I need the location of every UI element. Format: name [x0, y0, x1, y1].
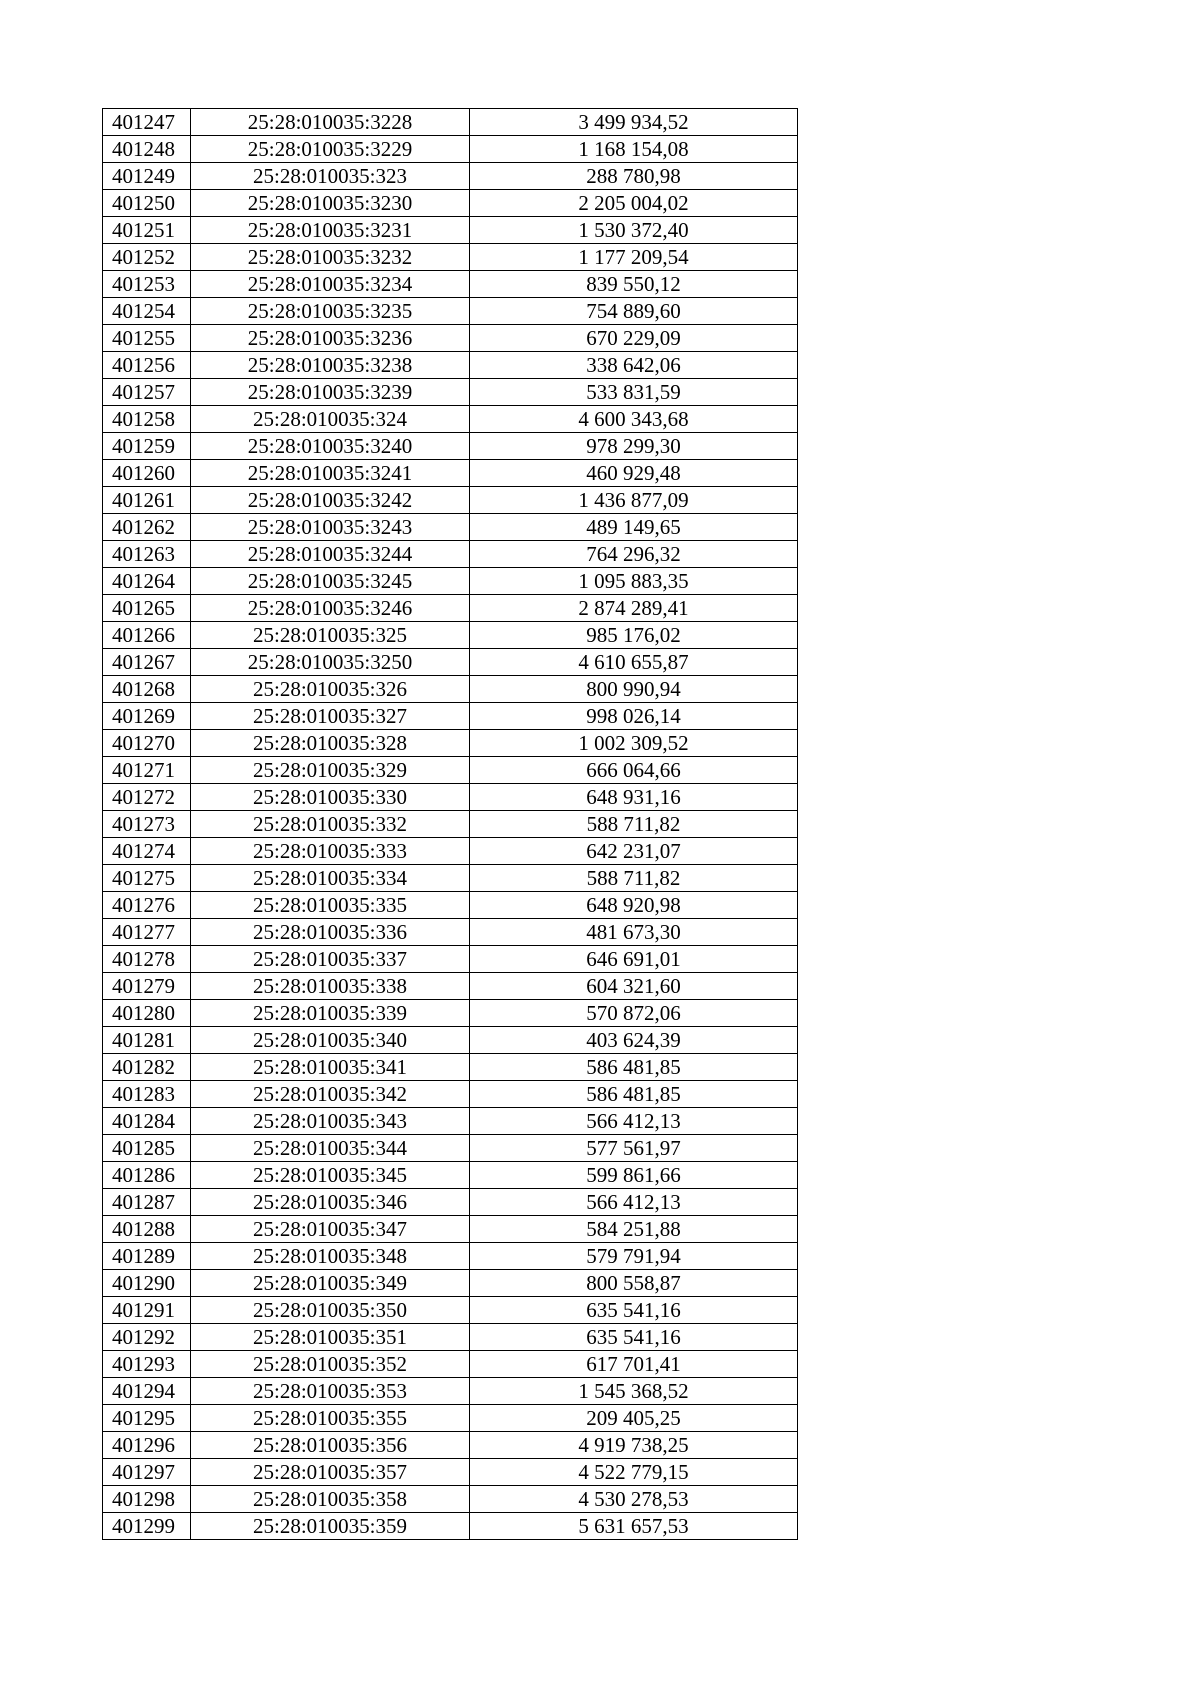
table-row: [103, 1378, 798, 1405]
table-row: [103, 352, 798, 379]
cadastral-value-cell: 1 177 209,54: [470, 244, 798, 271]
row-number-cell: 401260: [103, 460, 191, 487]
row-number-cell: 401256: [103, 352, 191, 379]
cadastral-value-cell: 1 545 368,52: [470, 1378, 798, 1405]
cadastral-number-cell: 25:28:010035:359: [191, 1513, 470, 1540]
cadastral-value-cell: 533 831,59: [470, 379, 798, 406]
row-number-cell: 401267: [103, 649, 191, 676]
table-row: [103, 1054, 798, 1081]
row-number-cell: 401298: [103, 1486, 191, 1513]
table-row: [103, 1351, 798, 1378]
table-row: [103, 1000, 798, 1027]
cadastral-value-cell: 3 499 934,52: [470, 109, 798, 136]
row-number-cell: 401276: [103, 892, 191, 919]
row-number-cell: 401270: [103, 730, 191, 757]
cadastral-number-cell: 25:28:010035:326: [191, 676, 470, 703]
table-row: [103, 865, 798, 892]
row-number-cell: 401259: [103, 433, 191, 460]
cadastral-value-cell: 566 412,13: [470, 1189, 798, 1216]
table-row: [103, 136, 798, 163]
cadastral-number-cell: 25:28:010035:3232: [191, 244, 470, 271]
cadastral-number-cell: 25:28:010035:3244: [191, 541, 470, 568]
cadastral-value-cell: 460 929,48: [470, 460, 798, 487]
table-row: [103, 892, 798, 919]
cadastral-number-cell: 25:28:010035:350: [191, 1297, 470, 1324]
cadastral-number-cell: 25:28:010035:3231: [191, 217, 470, 244]
row-number-cell: 401261: [103, 487, 191, 514]
table-row: [103, 1324, 798, 1351]
row-number-cell: 401296: [103, 1432, 191, 1459]
cadastral-value-cell: 670 229,09: [470, 325, 798, 352]
cadastral-value-cell: 577 561,97: [470, 1135, 798, 1162]
cadastral-number-cell: 25:28:010035:3234: [191, 271, 470, 298]
row-number-cell: 401274: [103, 838, 191, 865]
cadastral-value-cell: 1 168 154,08: [470, 136, 798, 163]
cadastral-number-cell: 25:28:010035:3240: [191, 433, 470, 460]
table-row: [103, 946, 798, 973]
row-number-cell: 401295: [103, 1405, 191, 1432]
cadastral-value-cell: 1 095 883,35: [470, 568, 798, 595]
row-number-cell: 401280: [103, 1000, 191, 1027]
row-number-cell: 401253: [103, 271, 191, 298]
row-number-cell: 401290: [103, 1270, 191, 1297]
table-body: [103, 109, 798, 1540]
cadastral-value-cell: 642 231,07: [470, 838, 798, 865]
cadastral-value-cell: 588 711,82: [470, 811, 798, 838]
cadastral-number-cell: 25:28:010035:349: [191, 1270, 470, 1297]
cadastral-value-cell: 646 691,01: [470, 946, 798, 973]
row-number-cell: 401297: [103, 1459, 191, 1486]
cadastral-value-cell: 998 026,14: [470, 703, 798, 730]
table-row: [103, 1135, 798, 1162]
cadastral-number-cell: 25:28:010035:342: [191, 1081, 470, 1108]
cadastral-number-cell: 25:28:010035:356: [191, 1432, 470, 1459]
cadastral-value-cell: 288 780,98: [470, 163, 798, 190]
row-number-cell: 401258: [103, 406, 191, 433]
table-row: [103, 1297, 798, 1324]
row-number-cell: 401273: [103, 811, 191, 838]
row-number-cell: 401262: [103, 514, 191, 541]
cadastral-value-cell: 800 990,94: [470, 676, 798, 703]
cadastral-number-cell: 25:28:010035:327: [191, 703, 470, 730]
cadastral-number-cell: 25:28:010035:353: [191, 1378, 470, 1405]
cadastral-value-cell: 489 149,65: [470, 514, 798, 541]
row-number-cell: 401299: [103, 1513, 191, 1540]
table-row: [103, 271, 798, 298]
table-row: [103, 460, 798, 487]
cadastral-number-cell: 25:28:010035:3250: [191, 649, 470, 676]
table-row: [103, 1513, 798, 1540]
cadastral-value-cell: 4 610 655,87: [470, 649, 798, 676]
cadastral-value-cell: 2 205 004,02: [470, 190, 798, 217]
cadastral-value-cell: 4 522 779,15: [470, 1459, 798, 1486]
cadastral-number-cell: 25:28:010035:3235: [191, 298, 470, 325]
cadastral-value-cell: 604 321,60: [470, 973, 798, 1000]
row-number-cell: 401294: [103, 1378, 191, 1405]
table-row: [103, 1162, 798, 1189]
cadastral-value-cell: 570 872,06: [470, 1000, 798, 1027]
table-row: [103, 622, 798, 649]
cadastral-value-cell: 4 919 738,25: [470, 1432, 798, 1459]
row-number-cell: 401292: [103, 1324, 191, 1351]
cadastral-value-cell: 586 481,85: [470, 1054, 798, 1081]
cadastral-number-cell: 25:28:010035:338: [191, 973, 470, 1000]
cadastral-number-cell: 25:28:010035:3246: [191, 595, 470, 622]
row-number-cell: 401289: [103, 1243, 191, 1270]
row-number-cell: 401278: [103, 946, 191, 973]
table-row: [103, 973, 798, 1000]
table-row: [103, 757, 798, 784]
table-row: [103, 838, 798, 865]
table-row: [103, 244, 798, 271]
table-row: [103, 109, 798, 136]
table-row: [103, 1486, 798, 1513]
cadastral-number-cell: 25:28:010035:330: [191, 784, 470, 811]
row-number-cell: 401287: [103, 1189, 191, 1216]
cadastral-number-cell: 25:28:010035:348: [191, 1243, 470, 1270]
row-number-cell: 401247: [103, 109, 191, 136]
cadastral-number-cell: 25:28:010035:3236: [191, 325, 470, 352]
table-row: [103, 406, 798, 433]
cadastral-number-cell: 25:28:010035:3239: [191, 379, 470, 406]
cadastral-number-cell: 25:28:010035:340: [191, 1027, 470, 1054]
table-row: [103, 1027, 798, 1054]
cadastral-value-cell: 1 002 309,52: [470, 730, 798, 757]
cadastral-number-cell: 25:28:010035:3243: [191, 514, 470, 541]
cadastral-value-cell: 481 673,30: [470, 919, 798, 946]
table-row: [103, 1432, 798, 1459]
table-row: [103, 217, 798, 244]
row-number-cell: 401268: [103, 676, 191, 703]
cadastral-value-cell: 584 251,88: [470, 1216, 798, 1243]
cadastral-number-cell: 25:28:010035:328: [191, 730, 470, 757]
cadastral-value-cell: 403 624,39: [470, 1027, 798, 1054]
table-row: [103, 379, 798, 406]
table-row: [103, 163, 798, 190]
table-row: [103, 784, 798, 811]
cadastral-number-cell: 25:28:010035:334: [191, 865, 470, 892]
cadastral-number-cell: 25:28:010035:347: [191, 1216, 470, 1243]
cadastral-number-cell: 25:28:010035:3228: [191, 109, 470, 136]
cadastral-value-cell: 566 412,13: [470, 1108, 798, 1135]
row-number-cell: 401284: [103, 1108, 191, 1135]
cadastral-number-cell: 25:28:010035:341: [191, 1054, 470, 1081]
row-number-cell: 401275: [103, 865, 191, 892]
table-row: [103, 919, 798, 946]
table-row: [103, 676, 798, 703]
cadastral-value-cell: 666 064,66: [470, 757, 798, 784]
cadastral-value-cell: 4 600 343,68: [470, 406, 798, 433]
table-row: [103, 1270, 798, 1297]
table-row: [103, 325, 798, 352]
cadastral-number-cell: 25:28:010035:324: [191, 406, 470, 433]
cadastral-value-cell: 209 405,25: [470, 1405, 798, 1432]
row-number-cell: 401263: [103, 541, 191, 568]
cadastral-value-cell: 579 791,94: [470, 1243, 798, 1270]
cadastral-number-cell: 25:28:010035:329: [191, 757, 470, 784]
row-number-cell: 401291: [103, 1297, 191, 1324]
cadastral-value-cell: 978 299,30: [470, 433, 798, 460]
table-row: [103, 1243, 798, 1270]
row-number-cell: 401286: [103, 1162, 191, 1189]
row-number-cell: 401251: [103, 217, 191, 244]
cadastral-value-cell: 5 631 657,53: [470, 1513, 798, 1540]
cadastral-number-cell: 25:28:010035:335: [191, 892, 470, 919]
cadastral-number-cell: 25:28:010035:337: [191, 946, 470, 973]
cadastral-value-cell: 1 436 877,09: [470, 487, 798, 514]
row-number-cell: 401254: [103, 298, 191, 325]
cadastral-number-cell: 25:28:010035:358: [191, 1486, 470, 1513]
cadastral-number-cell: 25:28:010035:333: [191, 838, 470, 865]
cadastral-value-cell: 599 861,66: [470, 1162, 798, 1189]
row-number-cell: 401250: [103, 190, 191, 217]
row-number-cell: 401282: [103, 1054, 191, 1081]
cadastral-value-cell: 338 642,06: [470, 352, 798, 379]
cadastral-value-cell: 800 558,87: [470, 1270, 798, 1297]
cadastral-value-cell: 1 530 372,40: [470, 217, 798, 244]
cadastral-value-cell: 635 541,16: [470, 1297, 798, 1324]
cadastral-number-cell: 25:28:010035:323: [191, 163, 470, 190]
cadastral-value-cell: 588 711,82: [470, 865, 798, 892]
table-row: [103, 1081, 798, 1108]
cadastral-number-cell: 25:28:010035:344: [191, 1135, 470, 1162]
row-number-cell: 401271: [103, 757, 191, 784]
cadastral-number-cell: 25:28:010035:3242: [191, 487, 470, 514]
row-number-cell: 401249: [103, 163, 191, 190]
row-number-cell: 401266: [103, 622, 191, 649]
cadastral-number-cell: 25:28:010035:351: [191, 1324, 470, 1351]
cadastral-value-cell: 839 550,12: [470, 271, 798, 298]
cadastral-number-cell: 25:28:010035:357: [191, 1459, 470, 1486]
table-row: [103, 703, 798, 730]
cadastral-value-cell: 635 541,16: [470, 1324, 798, 1351]
cadastral-value-cell: 2 874 289,41: [470, 595, 798, 622]
row-number-cell: 401281: [103, 1027, 191, 1054]
table-row: [103, 1459, 798, 1486]
row-number-cell: 401283: [103, 1081, 191, 1108]
cadastral-value-cell: 586 481,85: [470, 1081, 798, 1108]
row-number-cell: 401264: [103, 568, 191, 595]
cadastral-value-cell: 648 931,16: [470, 784, 798, 811]
table-row: [103, 595, 798, 622]
row-number-cell: 401269: [103, 703, 191, 730]
row-number-cell: 401265: [103, 595, 191, 622]
cadastral-number-cell: 25:28:010035:355: [191, 1405, 470, 1432]
row-number-cell: 401285: [103, 1135, 191, 1162]
row-number-cell: 401272: [103, 784, 191, 811]
table-row: [103, 541, 798, 568]
cadastral-number-cell: 25:28:010035:343: [191, 1108, 470, 1135]
cadastral-value-cell: 648 920,98: [470, 892, 798, 919]
cadastral-number-cell: 25:28:010035:3245: [191, 568, 470, 595]
cadastral-number-cell: 25:28:010035:336: [191, 919, 470, 946]
row-number-cell: 401279: [103, 973, 191, 1000]
table-row: [103, 568, 798, 595]
cadastral-number-cell: 25:28:010035:3230: [191, 190, 470, 217]
row-number-cell: 401255: [103, 325, 191, 352]
cadastral-value-table: [102, 108, 798, 1540]
cadastral-number-cell: 25:28:010035:332: [191, 811, 470, 838]
cadastral-value-cell: 985 176,02: [470, 622, 798, 649]
cadastral-number-cell: 25:28:010035:3229: [191, 136, 470, 163]
cadastral-value-cell: 4 530 278,53: [470, 1486, 798, 1513]
cadastral-value-cell: 754 889,60: [470, 298, 798, 325]
row-number-cell: 401252: [103, 244, 191, 271]
cadastral-number-cell: 25:28:010035:3241: [191, 460, 470, 487]
cadastral-number-cell: 25:28:010035:325: [191, 622, 470, 649]
cadastral-number-cell: 25:28:010035:345: [191, 1162, 470, 1189]
row-number-cell: 401288: [103, 1216, 191, 1243]
table-row: [103, 433, 798, 460]
table-row: [103, 487, 798, 514]
row-number-cell: 401277: [103, 919, 191, 946]
table-row: [103, 1108, 798, 1135]
cadastral-number-cell: 25:28:010035:352: [191, 1351, 470, 1378]
table-row: [103, 649, 798, 676]
table-row: [103, 811, 798, 838]
table-row: [103, 1216, 798, 1243]
table-row: [103, 730, 798, 757]
table-row: [103, 1405, 798, 1432]
cadastral-number-cell: 25:28:010035:3238: [191, 352, 470, 379]
cadastral-number-cell: 25:28:010035:346: [191, 1189, 470, 1216]
row-number-cell: 401248: [103, 136, 191, 163]
table-row: [103, 190, 798, 217]
table-row: [103, 298, 798, 325]
cadastral-number-cell: 25:28:010035:339: [191, 1000, 470, 1027]
cadastral-value-cell: 617 701,41: [470, 1351, 798, 1378]
table-row: [103, 1189, 798, 1216]
cadastral-value-cell: 764 296,32: [470, 541, 798, 568]
row-number-cell: 401293: [103, 1351, 191, 1378]
table-row: [103, 514, 798, 541]
row-number-cell: 401257: [103, 379, 191, 406]
